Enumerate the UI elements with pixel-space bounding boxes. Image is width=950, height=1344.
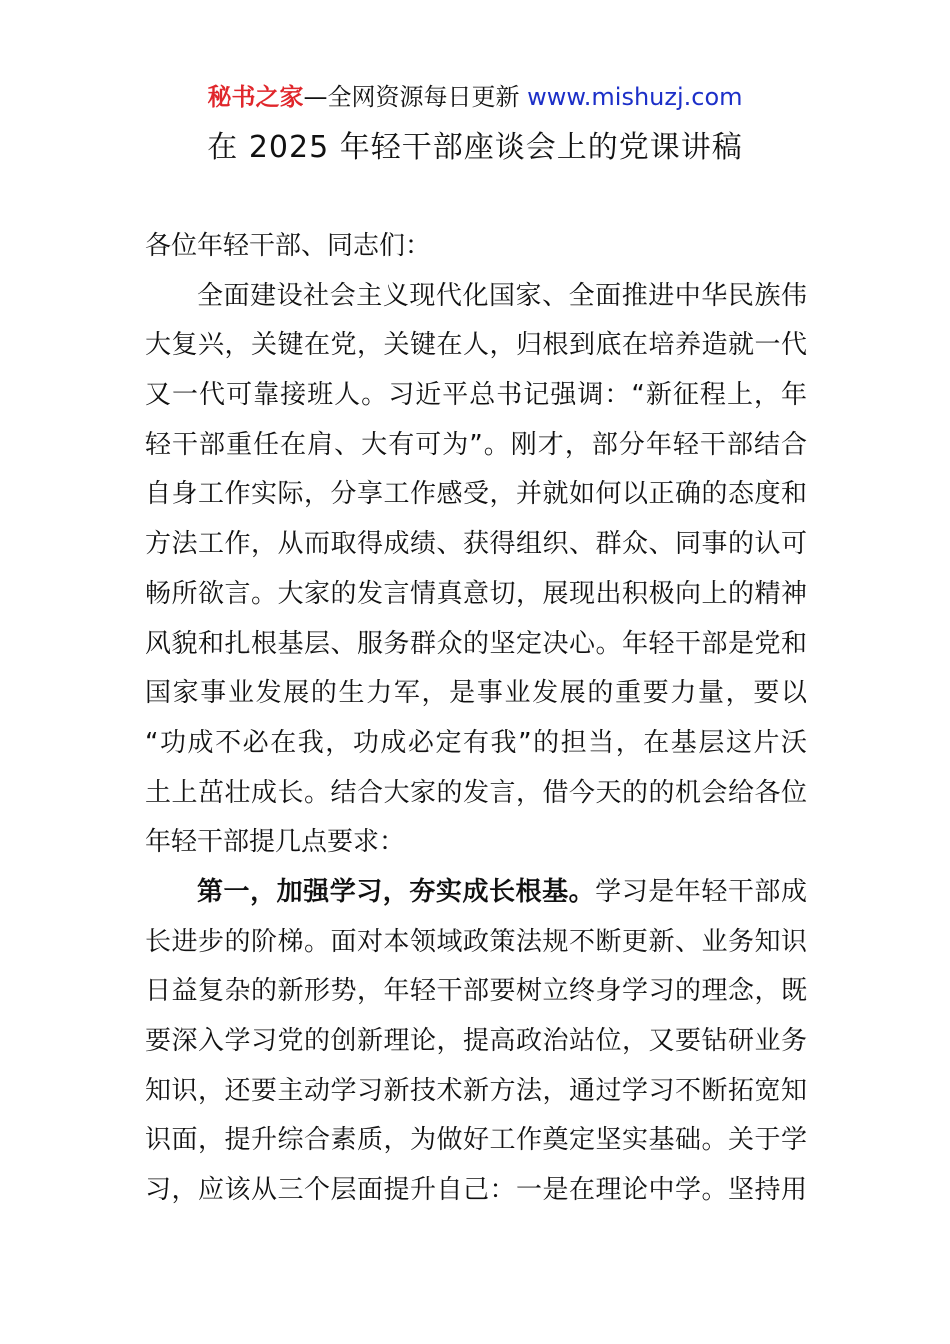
paragraph-line: “功成不必在我，功成必定有我”的担当，在基层这片沃 — [145, 727, 807, 758]
paragraph-line: 知识，还要主动学习新技术新方法，通过学习不断拓宽知 — [145, 1075, 807, 1106]
section-heading-lead: 第一，加强学习，夯实成长根基。 — [197, 876, 596, 907]
paragraph-line: 又一代可靠接班人。习近平总书记强调：“新征程上，年 — [145, 380, 807, 411]
salutation: 各位年轻干部、同志们： — [145, 231, 432, 261]
paragraph-line: 要深入学习党的创新理论，提高政治站位，又要钻研业务 — [145, 1026, 807, 1056]
paragraph-line: 土上茁壮成长。结合大家的发言，借今天的的机会给各位 — [145, 777, 807, 808]
document-body — [145, 222, 807, 1216]
paragraph-line — [145, 868, 807, 918]
paragraph-line: 全面建设社会主义现代化国家、全面推进中华民族伟 — [197, 280, 807, 311]
document-title: 在 2025 年轻干部座谈会上的党课讲稿 — [207, 130, 743, 165]
paragraph-line: 轻干部重任在肩、大有可为”。刚才，部分年轻干部结合 — [145, 429, 807, 460]
paragraph-line-rest: 学习是年轻干部成 — [595, 876, 807, 907]
site-brand: 秘书之家 — [207, 83, 304, 111]
paragraph-line: 风貌和扎根基层、服务群众的坚定决心。年轻干部是党和 — [145, 628, 807, 659]
paragraph-line: 长进步的阶梯。面对本领域政策法规不断更新、业务知识 — [145, 926, 807, 957]
paragraph-line: 识面，提升综合素质，为做好工作奠定坚实基础。关于学 — [145, 1125, 807, 1156]
site-tagline: —全网资源每日更新 — [303, 83, 528, 111]
site-url-link[interactable]: www.mishuzj.com — [527, 83, 743, 111]
paragraph-line: 日益复杂的新形势，年轻干部要树立终身学习的理念，既 — [145, 976, 807, 1007]
paragraph-line: 国家事业发展的生力军，是事业发展的重要力量，要以 — [145, 678, 807, 709]
paragraph-line: 畅所欲言。大家的发言情真意切，展现出积极向上的精神 — [145, 578, 807, 609]
paragraph-line: 自身工作实际，分享工作感受，并就如何以正确的态度和 — [145, 479, 807, 510]
paragraph-line: 方法工作，从而取得成绩、获得组织、群众、同事的认可 — [145, 529, 807, 560]
site-header — [0, 80, 950, 114]
paragraph-line: 年轻干部提几点要求： — [145, 827, 406, 858]
paragraph-line: 大复兴，关键在党，关键在人，归根到底在培养造就一代 — [145, 330, 807, 361]
paragraph-line: 习，应该从三个层面提升自己：一是在理论中学。坚持用 — [145, 1175, 807, 1206]
